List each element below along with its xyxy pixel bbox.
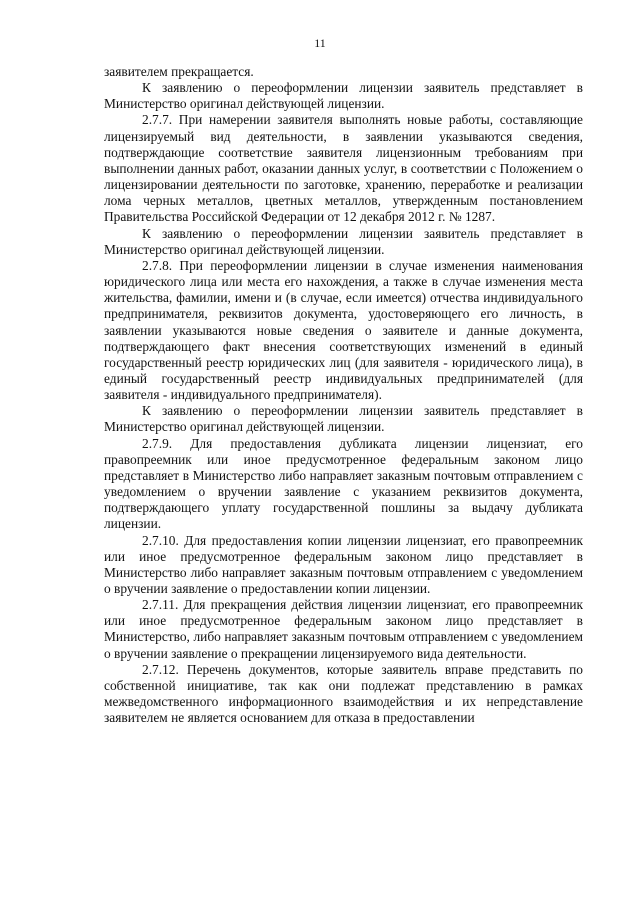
paragraph-2-7-7: 2.7.7. При намерении заявителя выполнять новые работы, составляющие лицензируемый вид деятельности, в заявлении указываются сведения, подтверждающие соответствие заявителя лицензионным требованиям при выполнении данных работ, оказании данных услуг, в соответствии с Положением о лицензировании деятельности по заготовке, хранению, переработке и реализации лома черных металлов, цветных металлов, утвержденным постановлением Правительства Российской Федерации от 12 декабря 2012 г. № 1287. <box>104 112 583 225</box>
paragraph-2-7-10: 2.7.10. Для предоставления копии лицензии лицензиат, его правопреемник или иное предусмотренное федеральным законом лицо представляет в Министерство либо направляет заказным почтовым отправлением с уведомлением о вручении заявление о предоставлении копии лицензии. <box>104 532 583 596</box>
paragraph-continuation: заявителем прекращается. <box>104 64 254 79</box>
paragraph-2-7-12: 2.7.12. Перечень документов, которые заявитель вправе представить по собственной инициативе, так как они подлежат представлению в рамках межведомственного информационного взаимодействия и их непредставление заявителем не является основанием для отказа в предоставлении <box>104 661 583 726</box>
page-number: 11 <box>314 36 326 50</box>
paragraph-original-license-note: К заявлению о переоформлении лицензии заявитель представляет в Министерство оригинал действующей лицензии. <box>104 403 583 435</box>
document-body <box>104 64 583 726</box>
paragraph-original-license-note: К заявлению о переоформлении лицензии заявитель представляет в Министерство оригинал действующей лицензии. <box>104 80 583 112</box>
paragraph-2-7-9: 2.7.9. Для предоставления дубликата лицензии лицензиат, его правопреемник или иное предусмотренное федеральным законом лицо представляет в Министерство либо направляет заказным почтовым отправлением с уведомлением о вручении заявление с указанием реквизитов документа, подтверждающего уплату государственной пошлины за выдачу дубликата лицензии. <box>104 435 583 532</box>
paragraph-2-7-11: 2.7.11. Для прекращения действия лицензии лицензиат, его правопреемник или иное предусмотренное федеральным законом лицо представляет в Министерство, либо направляет заказным почтовым отправлением с уведомлением о вручении заявление о прекращении лицензируемого вида деятельности. <box>104 597 583 661</box>
paragraph-2-7-8: 2.7.8. При переоформлении лицензии в случае изменения наименования юридического лица или места его нахождения, а также в случае изменения места жительства, фамилии, имени и (в случае, если имеется) отчества индивидуального предпринимателя, реквизитов документа, удостоверяющего его личность, в заявлении указываются новые сведения о заявителе и данные документа, подтверждающего факт внесения соответствующих изменений в единый государственный реестр юридических лиц (для заявителя - юридического лица), в единый государственный реестр индивидуальных предпринимателей (для заявителя - индивидуального предпринимателя). <box>104 257 583 403</box>
paragraph-original-license-note: К заявлению о переоформлении лицензии заявитель представляет в Министерство оригинал действующей лицензии. <box>104 225 583 257</box>
